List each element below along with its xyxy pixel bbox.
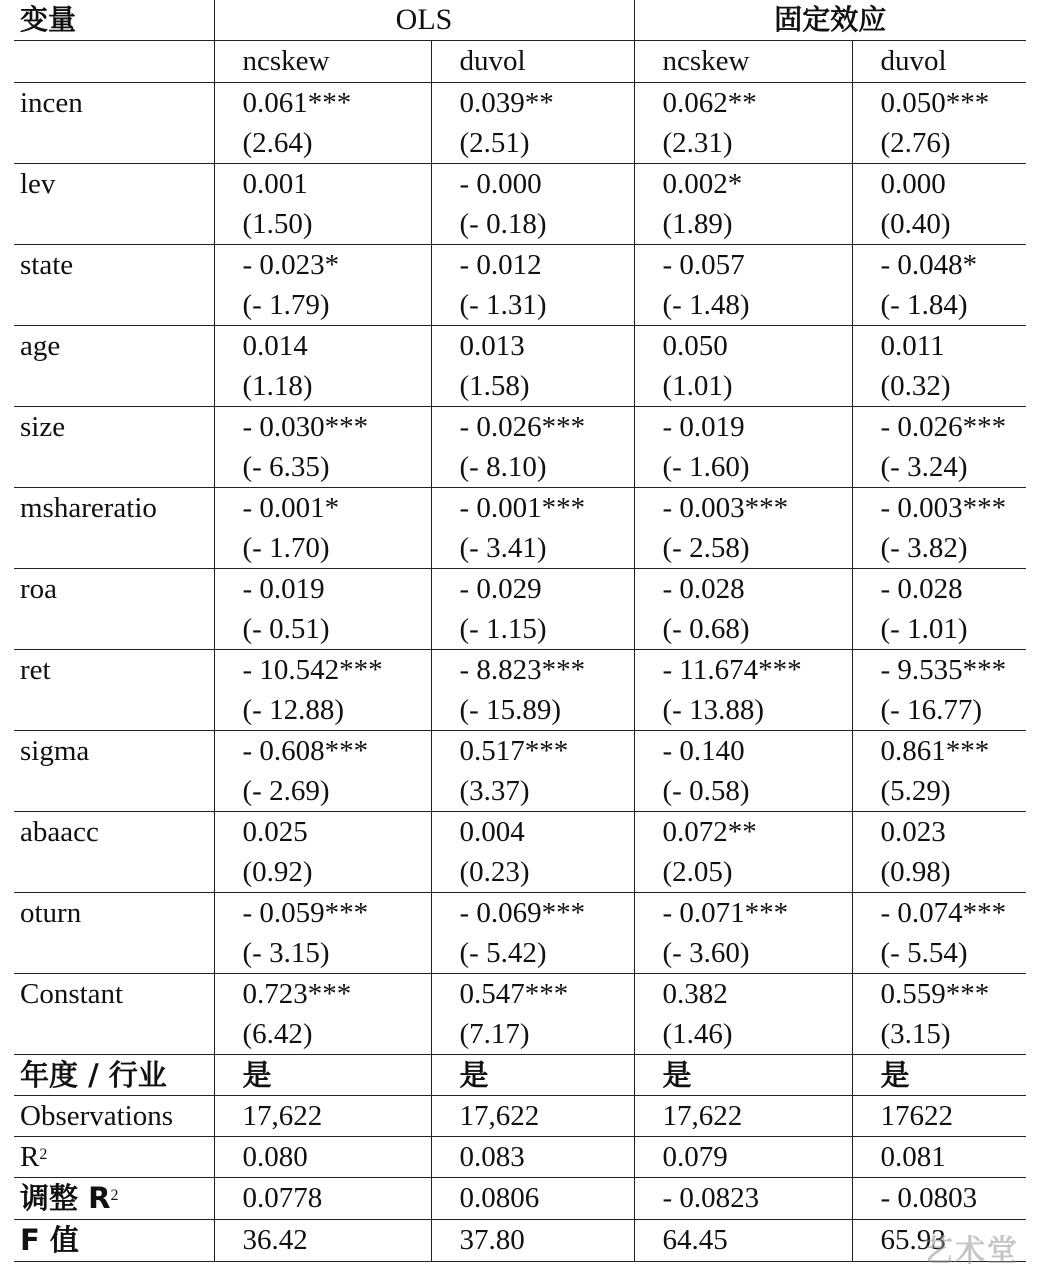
t-stat-cell: (0.98): [852, 852, 1026, 893]
coefficient-cell: 0.025: [214, 812, 431, 853]
t-stat-cell: (5.29): [852, 771, 1026, 812]
stat-cell: 0.080: [214, 1137, 431, 1178]
stat-cell: 是: [634, 1055, 852, 1096]
row-label-blank: [14, 447, 214, 488]
coefficient-cell: 0.861***: [852, 731, 1026, 772]
coefficient-cell: 0.014: [214, 326, 431, 367]
t-stat-cell: (7.17): [431, 1014, 634, 1055]
coefficient-cell: 0.002*: [634, 164, 852, 205]
row-label: ret: [20, 654, 51, 686]
table-row-tstat: [14, 285, 1026, 326]
header-row-groups: [14, 0, 1026, 41]
row-label: oturn: [20, 897, 82, 929]
coefficient-cell: 0.723***: [214, 974, 431, 1015]
t-stat-cell: (- 5.54): [852, 933, 1026, 974]
subcolumn-header: duvol: [431, 41, 634, 83]
coefficient-cell: 0.062**: [634, 83, 852, 124]
t-stat-cell: (3.37): [431, 771, 634, 812]
stat-label: [14, 1220, 214, 1262]
t-stat-cell: (- 3.82): [852, 528, 1026, 569]
coefficient-cell: - 0.048*: [852, 245, 1026, 286]
stat-row-r2: [14, 1137, 1026, 1178]
coefficient-cell: 0.517***: [431, 731, 634, 772]
t-stat-cell: (- 2.58): [634, 528, 852, 569]
coefficient-cell: - 0.012: [431, 245, 634, 286]
stat-cell: 0.079: [634, 1137, 852, 1178]
coefficient-cell: 0.072**: [634, 812, 852, 853]
coefficient-cell: 0.547***: [431, 974, 634, 1015]
table-row: [14, 731, 1026, 772]
group-header-fixed-effects: 固定效应: [634, 0, 1026, 41]
table-row-tstat: [14, 204, 1026, 245]
variable-header: 变量: [14, 0, 214, 41]
t-stat-cell: (- 0.51): [214, 609, 431, 650]
watermark: 艺术堂: [923, 1234, 1019, 1269]
subcolumn-header: ncskew: [634, 41, 852, 83]
t-stat-cell: (- 3.60): [634, 933, 852, 974]
row-label-blank: [14, 528, 214, 569]
stat-cell: 64.45: [634, 1220, 852, 1262]
t-stat-cell: (1.50): [214, 204, 431, 245]
t-stat-cell: (1.58): [431, 366, 634, 407]
stat-cell: 0.081: [852, 1137, 1026, 1178]
coefficient-cell: - 11.674***: [634, 650, 852, 691]
coefficient-cell: - 0.074***: [852, 893, 1026, 934]
table-row: [14, 83, 1026, 124]
row-label-blank: [14, 366, 214, 407]
table-row-tstat: [14, 447, 1026, 488]
stat-cell: 0.083: [431, 1137, 634, 1178]
row-label-blank: [14, 285, 214, 326]
row-label: incen: [20, 87, 83, 119]
coefficient-cell: 0.004: [431, 812, 634, 853]
t-stat-cell: (- 1.60): [634, 447, 852, 488]
row-label-blank: [14, 771, 214, 812]
coefficient-cell: - 0.140: [634, 731, 852, 772]
t-stat-cell: (- 12.88): [214, 690, 431, 731]
table-row-tstat: [14, 852, 1026, 893]
stat-label-text: 调整 R: [20, 1181, 111, 1215]
t-stat-cell: (0.32): [852, 366, 1026, 407]
header-blank: [14, 41, 214, 83]
row-label-blank: [14, 933, 214, 974]
coefficient-cell: 0.050: [634, 326, 852, 367]
coefficient-cell: - 0.059***: [214, 893, 431, 934]
row-label: lev: [20, 168, 56, 200]
coefficient-cell: - 0.019: [214, 569, 431, 610]
regression-table: [14, 0, 1026, 1262]
stat-cell: - 0.0803: [852, 1178, 1026, 1220]
coefficient-cell: - 0.001***: [431, 488, 634, 529]
t-stat-cell: (1.01): [634, 366, 852, 407]
t-stat-cell: (2.64): [214, 123, 431, 164]
coefficient-cell: 0.001: [214, 164, 431, 205]
coefficient-cell: 0.050***: [852, 83, 1026, 124]
table-row: [14, 488, 1026, 529]
t-stat-cell: (0.23): [431, 852, 634, 893]
coefficient-cell: - 0.030***: [214, 407, 431, 448]
coefficient-cell: 0.061***: [214, 83, 431, 124]
t-stat-cell: (- 0.58): [634, 771, 852, 812]
superscript: 2: [39, 1146, 48, 1163]
coefficient-cell: - 0.026***: [431, 407, 634, 448]
coefficient-cell: - 0.029: [431, 569, 634, 610]
table-row-tstat: [14, 933, 1026, 974]
coefficient-cell: - 0.028: [852, 569, 1026, 610]
stat-label: [14, 1096, 214, 1137]
t-stat-cell: (2.51): [431, 123, 634, 164]
row-label: mshareratio: [20, 492, 157, 524]
stat-cell: 是: [431, 1055, 634, 1096]
t-stat-cell: (6.42): [214, 1014, 431, 1055]
t-stat-cell: (3.15): [852, 1014, 1026, 1055]
t-stat-cell: (- 1.48): [634, 285, 852, 326]
coefficient-cell: - 0.071***: [634, 893, 852, 934]
stat-label-text: R: [20, 1141, 40, 1173]
group-header-ols: OLS: [214, 0, 634, 41]
coefficient-cell: - 0.003***: [634, 488, 852, 529]
stat-row-observations: [14, 1096, 1026, 1137]
coefficient-cell: 0.013: [431, 326, 634, 367]
t-stat-cell: (- 5.42): [431, 933, 634, 974]
stat-cell: 17,622: [431, 1096, 634, 1137]
coefficient-cell: - 0.000: [431, 164, 634, 205]
table-row: [14, 407, 1026, 448]
row-label-blank: [14, 690, 214, 731]
coefficient-cell: 0.039**: [431, 83, 634, 124]
stat-label-text: 年度 / 行业: [20, 1058, 167, 1092]
table-row: [14, 245, 1026, 286]
t-stat-cell: (1.18): [214, 366, 431, 407]
row-label-blank: [14, 1014, 214, 1055]
table-row-tstat: [14, 609, 1026, 650]
table-row: [14, 326, 1026, 367]
row-label: abaacc: [20, 816, 99, 848]
t-stat-cell: (- 0.18): [431, 204, 634, 245]
table-row-tstat: [14, 366, 1026, 407]
t-stat-cell: (- 6.35): [214, 447, 431, 488]
t-stat-cell: (- 1.15): [431, 609, 634, 650]
t-stat-cell: (- 0.68): [634, 609, 852, 650]
row-label: Constant: [20, 978, 124, 1010]
stat-row-f-value: [14, 1220, 1026, 1262]
stat-row-adj-r2: [14, 1178, 1026, 1220]
stat-cell: 0.0806: [431, 1178, 634, 1220]
stat-label: [14, 1178, 214, 1220]
stat-cell: 36.42: [214, 1220, 431, 1262]
t-stat-cell: (- 15.89): [431, 690, 634, 731]
t-stat-cell: (0.40): [852, 204, 1026, 245]
row-label-blank: [14, 204, 214, 245]
coefficient-cell: - 10.542***: [214, 650, 431, 691]
stat-cell: 65.93: [852, 1220, 1026, 1262]
coefficient-cell: 0.011: [852, 326, 1026, 367]
coefficient-cell: - 0.001*: [214, 488, 431, 529]
coefficient-cell: 0.559***: [852, 974, 1026, 1015]
t-stat-cell: (1.46): [634, 1014, 852, 1055]
t-stat-cell: (- 3.24): [852, 447, 1026, 488]
t-stat-cell: (- 2.69): [214, 771, 431, 812]
coefficient-cell: 0.382: [634, 974, 852, 1015]
coefficient-cell: - 0.026***: [852, 407, 1026, 448]
table-row-tstat: [14, 1014, 1026, 1055]
coefficient-cell: - 0.069***: [431, 893, 634, 934]
stat-cell: 是: [852, 1055, 1026, 1096]
stat-row-year-industry: [14, 1055, 1026, 1096]
t-stat-cell: (1.89): [634, 204, 852, 245]
stat-label-text: F 值: [20, 1223, 79, 1257]
stat-cell: 0.0778: [214, 1178, 431, 1220]
table-row-tstat: [14, 123, 1026, 164]
table-row: [14, 650, 1026, 691]
stat-label: [14, 1137, 214, 1178]
t-stat-cell: (2.05): [634, 852, 852, 893]
row-label: roa: [20, 573, 58, 605]
stat-cell: 17622: [852, 1096, 1026, 1137]
subcolumn-header: duvol: [852, 41, 1026, 83]
table-row-tstat: [14, 690, 1026, 731]
row-label-blank: [14, 609, 214, 650]
t-stat-cell: (- 3.41): [431, 528, 634, 569]
coefficient-cell: 0.000: [852, 164, 1026, 205]
coefficient-cell: - 0.057: [634, 245, 852, 286]
subcolumn-header: ncskew: [214, 41, 431, 83]
t-stat-cell: (- 1.79): [214, 285, 431, 326]
t-stat-cell: (0.92): [214, 852, 431, 893]
coefficient-cell: - 9.535***: [852, 650, 1026, 691]
stat-cell: 是: [214, 1055, 431, 1096]
coefficient-cell: - 0.028: [634, 569, 852, 610]
coefficient-cell: - 0.003***: [852, 488, 1026, 529]
table-row: [14, 893, 1026, 934]
table-row: [14, 569, 1026, 610]
table-row: [14, 164, 1026, 205]
t-stat-cell: (- 13.88): [634, 690, 852, 731]
coefficient-cell: - 8.823***: [431, 650, 634, 691]
table-row: [14, 974, 1026, 1015]
t-stat-cell: (- 1.70): [214, 528, 431, 569]
coefficient-cell: 0.023: [852, 812, 1026, 853]
stat-label: [14, 1055, 214, 1096]
stat-cell: 37.80: [431, 1220, 634, 1262]
stat-cell: 17,622: [214, 1096, 431, 1137]
superscript: 2: [110, 1187, 119, 1204]
row-label: size: [20, 411, 66, 443]
table-row: [14, 812, 1026, 853]
stat-cell: 17,622: [634, 1096, 852, 1137]
coefficient-cell: - 0.023*: [214, 245, 431, 286]
row-label: sigma: [20, 735, 90, 767]
t-stat-cell: (- 1.84): [852, 285, 1026, 326]
row-label-blank: [14, 123, 214, 164]
stat-cell: - 0.0823: [634, 1178, 852, 1220]
row-label: state: [20, 249, 74, 281]
t-stat-cell: (- 8.10): [431, 447, 634, 488]
header-row-subcolumns: [14, 41, 1026, 83]
t-stat-cell: (- 16.77): [852, 690, 1026, 731]
table-row-tstat: [14, 771, 1026, 812]
stat-label-text: Observations: [20, 1100, 174, 1132]
t-stat-cell: (- 1.31): [431, 285, 634, 326]
row-label: age: [20, 330, 61, 362]
coefficient-cell: - 0.608***: [214, 731, 431, 772]
coefficient-cell: - 0.019: [634, 407, 852, 448]
t-stat-cell: (- 3.15): [214, 933, 431, 974]
table-row-tstat: [14, 528, 1026, 569]
row-label-blank: [14, 852, 214, 893]
t-stat-cell: (2.76): [852, 123, 1026, 164]
t-stat-cell: (- 1.01): [852, 609, 1026, 650]
t-stat-cell: (2.31): [634, 123, 852, 164]
